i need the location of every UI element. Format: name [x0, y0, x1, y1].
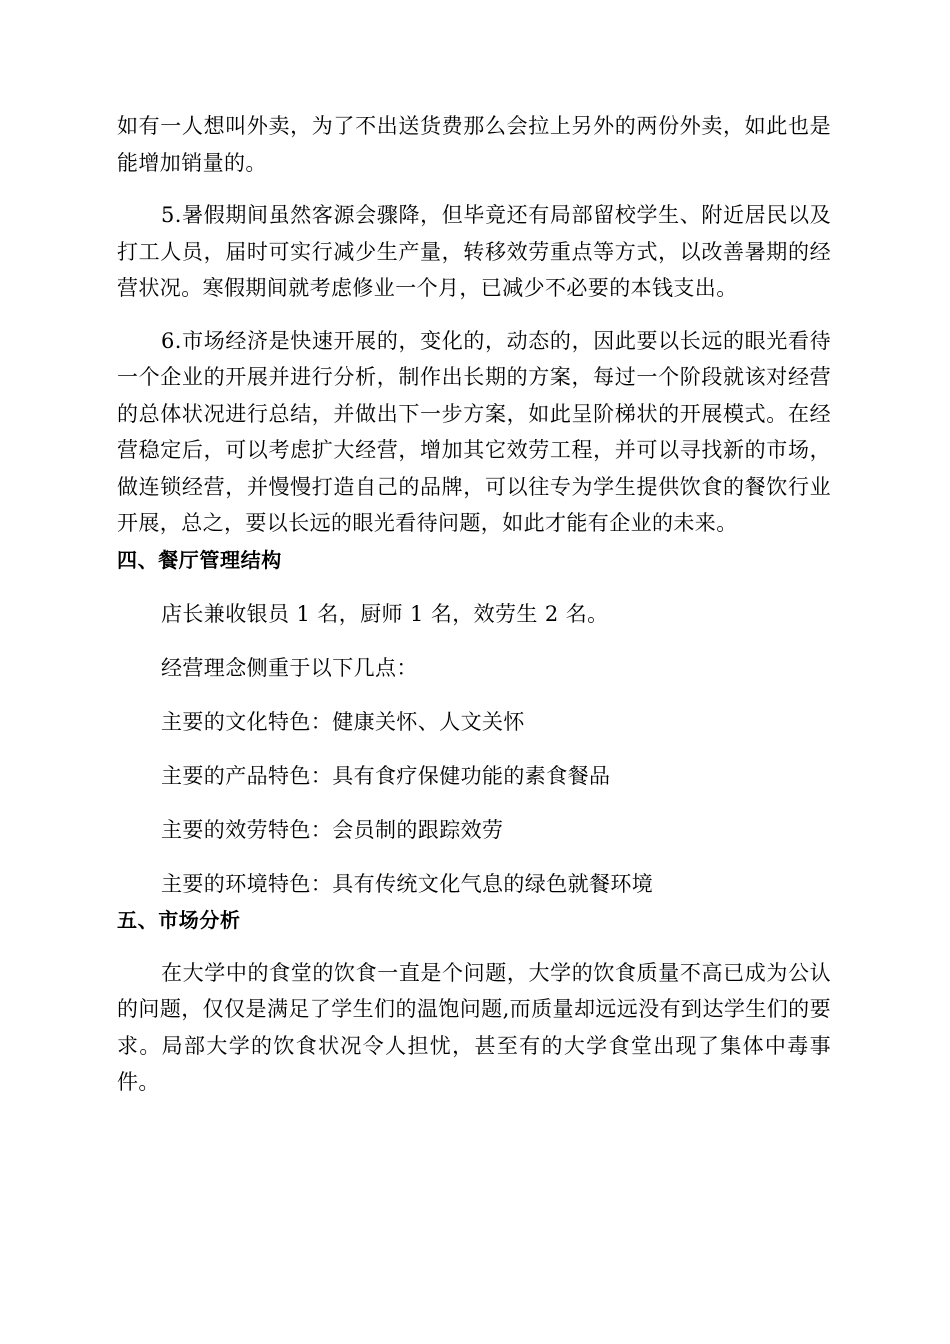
feature-culture: 主要的文化特色：健康关怀、人文关怀 — [161, 709, 525, 734]
staff-line: 店长兼收银员 1 名，厨师 1 名，效劳生 2 名。 — [161, 601, 609, 626]
feature-service: 主要的效劳特色：会员制的跟踪效劳 — [161, 817, 504, 842]
paragraph-takeout-sales: 如有一人想叫外卖，为了不出送货费那么会拉上另外的两份外卖，如此也是能增加销量的。 — [117, 114, 831, 175]
section-heading-management: 四、餐厅管理结构 — [117, 547, 282, 572]
feature-product: 主要的产品特色：具有食疗保健功能的素食餐品 — [161, 763, 611, 788]
document-page — [117, 108, 831, 1101]
feature-environment: 主要的环境特色：具有传统文化气息的绿色就餐环境 — [161, 871, 654, 896]
section-heading-market-analysis: 五、市场分析 — [117, 908, 241, 932]
concept-intro: 经营理念侧重于以下几点： — [161, 655, 418, 680]
paragraph-long-term-plan: 6.市场经济是快速开展的，变化的，动态的，因此要以长远的眼光看待一个企业的开展并进行分析，制作出长期的方案，每过一个阶段就该对经营的总体状况进行总结，并做出下一步方案，如此呈阶梯状的开展模式。在经营稳定后，可以考虑扩大经营，增加其它效劳工程，并可以寻找新的市场，做连锁经营，并慢慢打造自己的品牌，可以往专为学生提供饮食的餐饮行业开展，总之，要以长远的眼光看待问题，如此才能有企业的未来。 — [117, 328, 831, 535]
paragraph-canteen-problem: 在大学中的食堂的饮食一直是个问题，大学的饮食质量不高已成为公认的问题，仅仅是满足了学生们的温饱问题,而质量却远远没有到达学生们的要求。局部大学的饮食状况令人担忧，甚至有的大学食堂出现了集体中毒事件。 — [117, 960, 831, 1094]
paragraph-summer-vacation: 5.暑假期间虽然客源会骤降，但毕竟还有局部留校学生、附近居民以及打工人员，届时可实行减少生产量，转移效劳重点等方式，以改善暑期的经营状况。寒假期间就考虑修业一个月，已减少不必要的本钱支出。 — [117, 203, 831, 300]
